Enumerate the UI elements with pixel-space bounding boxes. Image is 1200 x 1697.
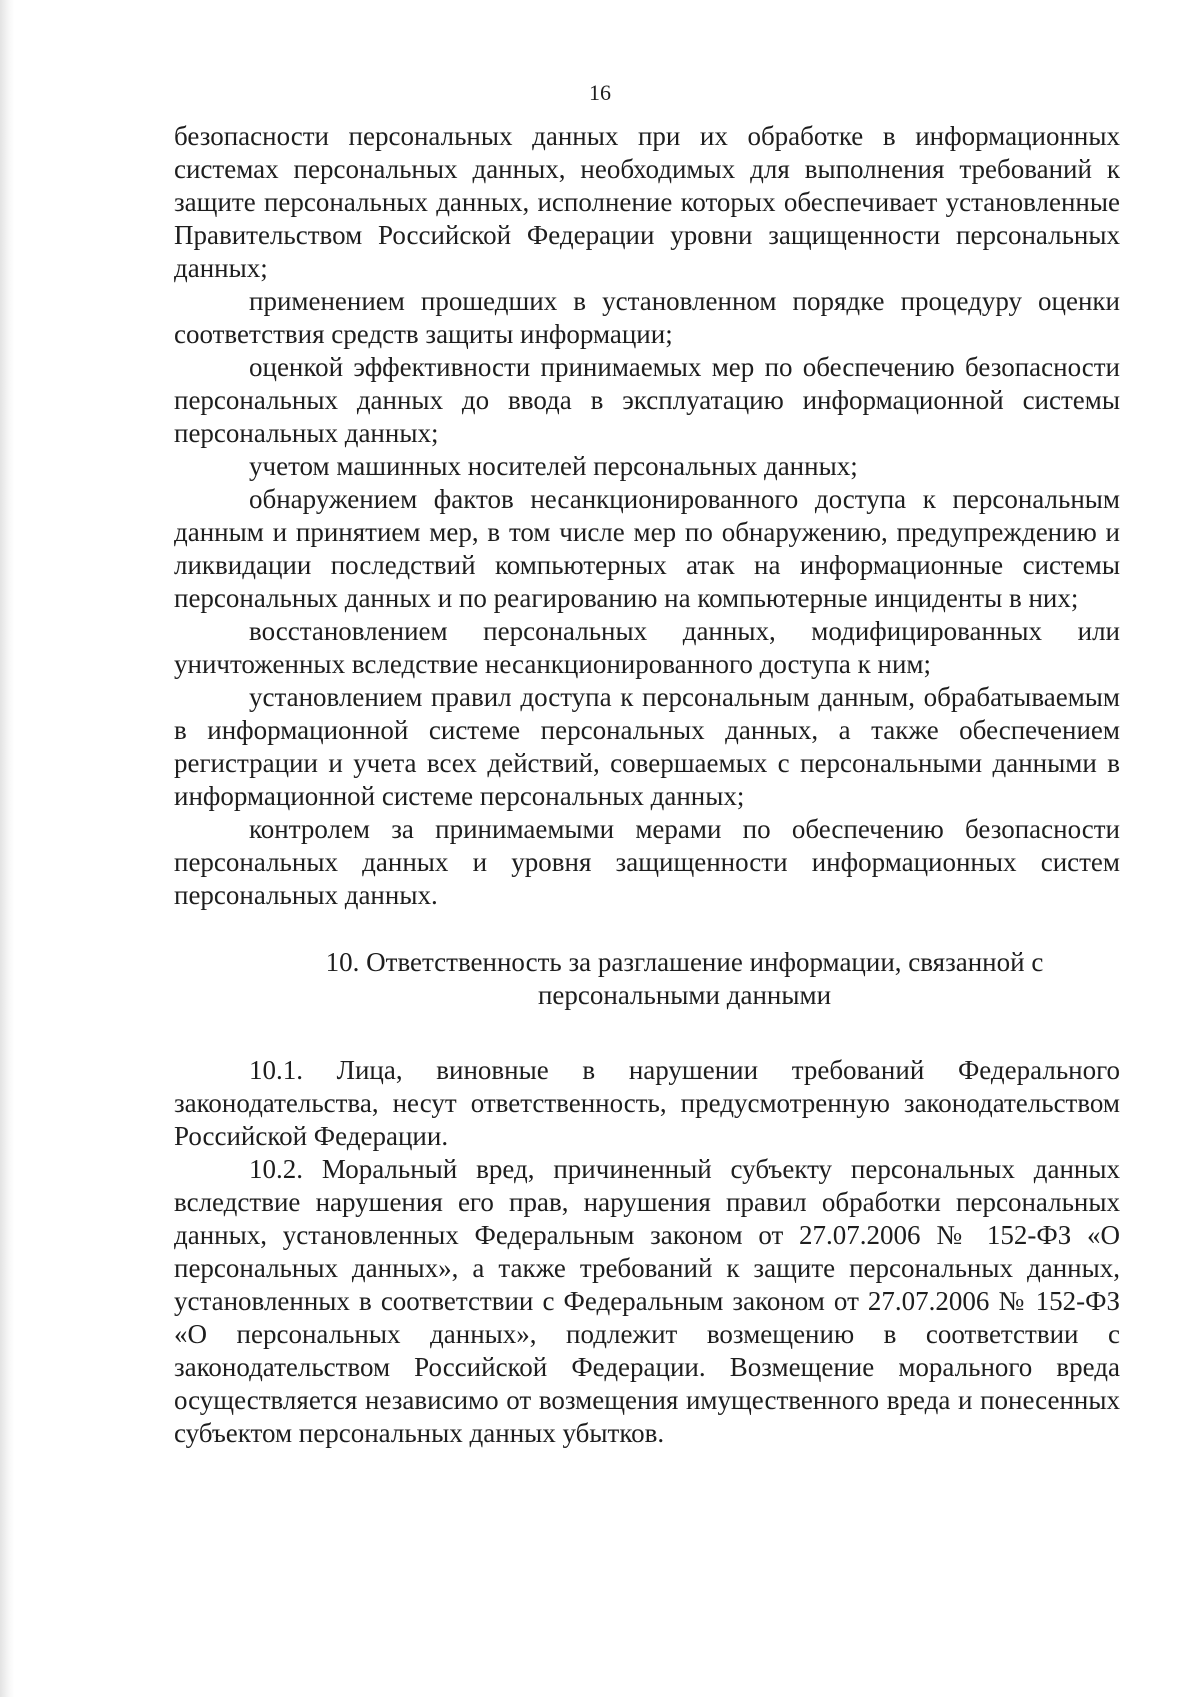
- paragraph-10-1: 10.1. Лица, виновные в нарушении требований Федерального законодательства, несут ответственность, предусмотренную законодательством Российской Федерации.: [174, 1055, 1120, 1151]
- paragraph-top-3: учетом машинных носителей персональных данных;: [249, 451, 858, 481]
- paragraph-top-1: применением прошедших в установленном порядке процедуру оценки соответствия средств защиты информации;: [174, 286, 1120, 349]
- scan-edge-shadow: [0, 0, 14, 1697]
- paragraph-top-7: контролем за принимаемыми мерами по обеспечению безопасности персональных данных и уровня защищенности информационных систем персональных данных.: [174, 814, 1120, 910]
- page-number: 16: [589, 80, 611, 105]
- section-heading-line-1: 10. Ответственность за разглашение информации, связанной с: [325, 947, 1044, 977]
- paragraph-top-5: восстановлением персональных данных, модифицированных или уничтоженных вследствие несанкционированного доступа к ним;: [174, 616, 1120, 679]
- paragraph-top-2: оценкой эффективности принимаемых мер по обеспечению безопасности персональных данных до ввода в эксплуатацию информационной системы персональных данных;: [174, 352, 1120, 448]
- paragraph-10-2: 10.2. Моральный вред, причиненный субъекту персональных данных вследствие нарушения его прав, нарушения правил обработки персональных данных, установленных Федеральным законом от 27.07.2006 № 152-ФЗ «О персональных данных», а также требований к защите персональных данных, установленных в соответствии с Федеральным законом от 27.07.2006 № 152-ФЗ «О персональных данных», подлежит возмещению в соответствии с законодательством Российской Федерации. Возмещение морального вреда осуществляется независимо от возмещения имущественного вреда и понесенных субъектом персональных данных убытков.: [174, 1154, 1120, 1448]
- document-body: [174, 120, 1120, 1450]
- section-heading-line-2: персональными данными: [537, 980, 832, 1010]
- paragraph-top-4: обнаружением фактов несанкционированного доступа к персональным данным и принятием мер, в том числе мер по обнаружению, предупреждению и ликвидации последствий компьютерных атак на информационные системы персональных данных и по реагированию на компьютерные инциденты в них;: [174, 484, 1120, 613]
- section-heading: [174, 946, 1120, 1012]
- paragraph-top-6: установлением правил доступа к персональным данным, обрабатываемым в информационной системе персональных данных, а также обеспечением регистрации и учета всех действий, совершаемых с персональными данными в информационной системе персональных данных;: [174, 682, 1120, 811]
- paragraph-top-0: безопасности персональных данных при их обработке в информационных системах персональных данных, необходимых для выполнения требований к защите персональных данных, исполнение которых обеспечивает установленные Правительством Российской Федерации уровни защищенности персональных данных;: [174, 121, 1120, 283]
